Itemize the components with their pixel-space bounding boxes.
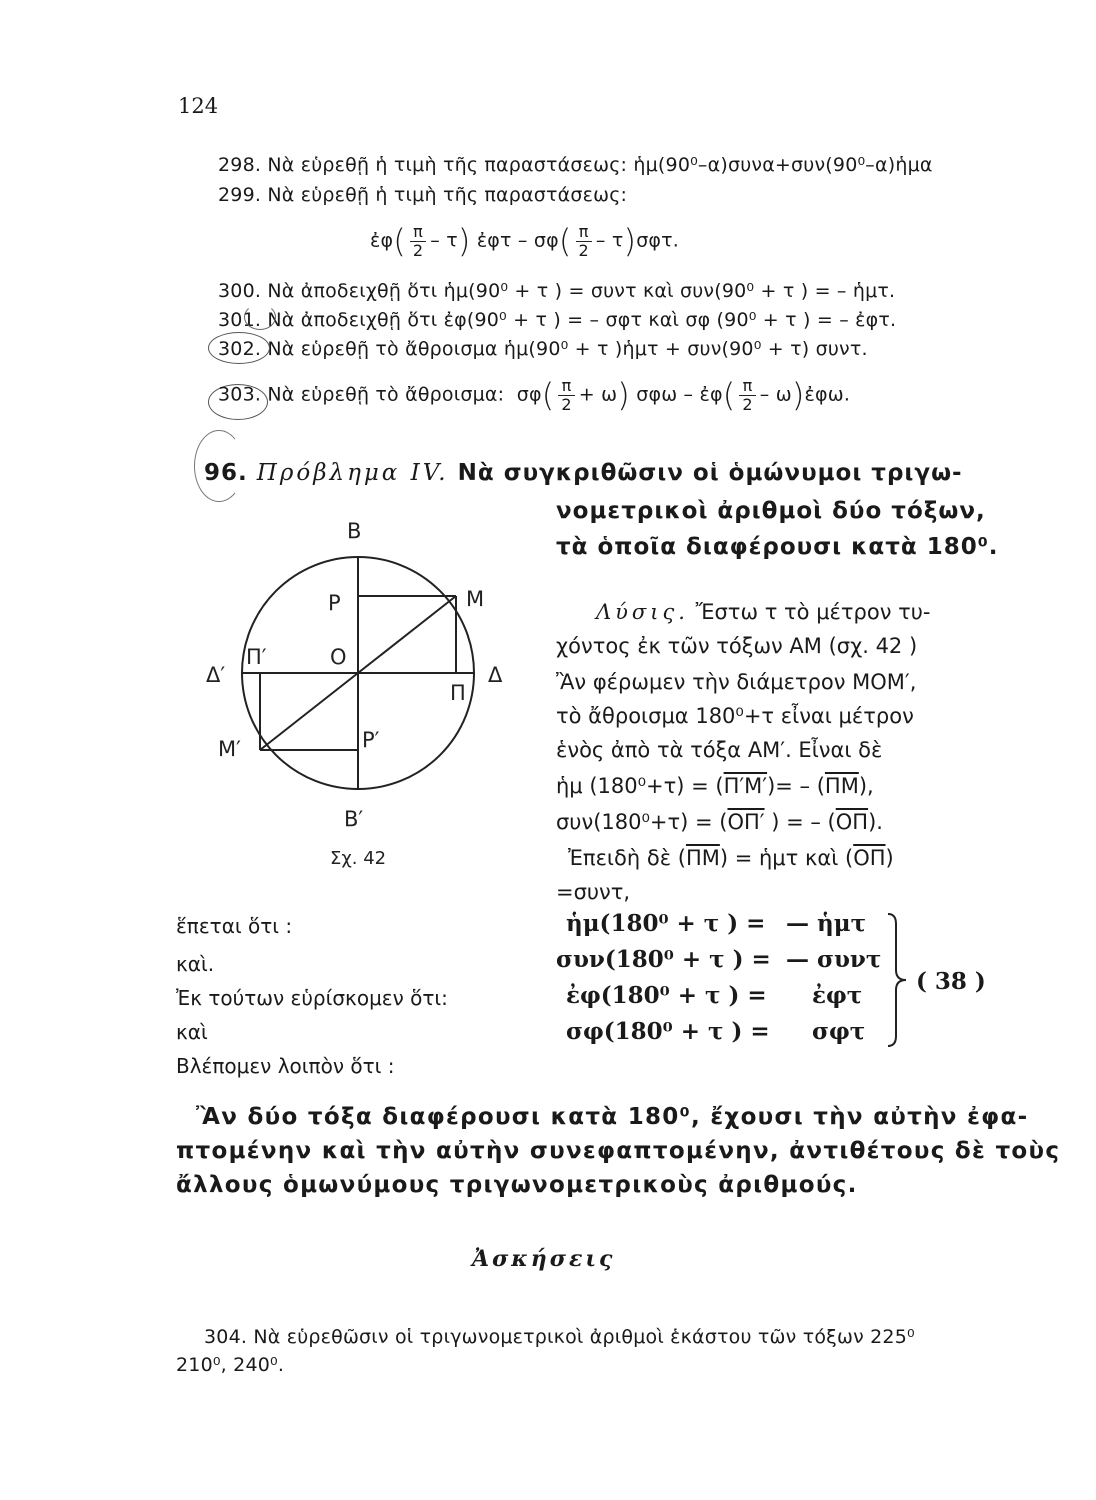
exercise-302: 302. Νὰ εὑρεθῇ τὸ ἄθροισμα ἡμ(90⁰ + τ )ἡμτ + συν(90⁰ + τ) συντ. — [218, 338, 868, 360]
formula-tan: ἐφ(180⁰ + τ ) = — [566, 982, 767, 1009]
formula-cot-rhs: σφτ — [812, 1018, 866, 1045]
conclusion-line-1: Ἂν δύο τόξα διαφέρουσι κατὰ 180⁰, ἔχουσι τὴν αὐτὴν ἐφα- — [196, 1104, 1029, 1130]
solution-line-7: συν(180⁰+τ) = (ΟΠ′ ) = – $(\overline{O\Pi})$. — [556, 810, 883, 834]
formula-sin: ἡμ(180⁰ + τ ) = — [566, 910, 766, 937]
solution-line-2: χόντος ἐκ τῶν τόξων ΑΜ (σχ. 42 ) — [556, 634, 918, 658]
pen-mark-301 — [244, 304, 276, 330]
formula-tan-rhs: ἐφτ — [812, 982, 863, 1009]
solution-line-5: ἑνὸς ἀπὸ τὰ τόξα ΑΜ′. Εἶναι δὲ — [556, 738, 883, 762]
label-O: Ο — [330, 645, 347, 669]
formula-sin-rhs: — ἡμτ — [786, 910, 867, 937]
label-D-prime: Δ′ — [206, 663, 226, 687]
solution-label: Λύσις. — [596, 600, 689, 624]
figure-42-unit-circle — [190, 510, 530, 890]
label-Pi-prime: Π′ — [246, 645, 267, 669]
label-D: Δ — [488, 663, 503, 687]
exercise-298: 298. Νὰ εὑρεθῇ ἡ τιμὴ τῆς παραστάσεως: ἡμ(90⁰–α)συνα+συν(90⁰–α)ἡμα — [218, 154, 933, 176]
label-P-prime: Ρ′ — [362, 728, 380, 752]
formula-cos: συν(180⁰ + τ ) = — [556, 946, 771, 973]
label-B: Β — [347, 519, 362, 543]
problem-line-2: νομετρικοὶ ἀριθμοὶ δύο τόξων, — [556, 498, 986, 524]
exercise-304-line-2: 210⁰, 240⁰. — [176, 1354, 285, 1376]
label-M-prime: Μ′ — [218, 737, 241, 761]
page-number: 124 — [178, 94, 219, 118]
derivation-label-2: καὶ. — [176, 952, 215, 976]
exercise-301: 301. Νὰ ἀποδειχθῇ ὅτι ἐφ(90⁰ + τ ) = – σφτ καὶ σφ (90⁰ + τ ) = – ἐφτ. — [218, 309, 897, 331]
exercise-299: 299. Νὰ εὑρεθῇ ἡ τιμὴ τῆς παραστάσεως: — [218, 184, 628, 206]
solution-line-6: ἡμ $(180^0+\tau) = (\Pi'M')= - (\overline{\Pi M})$, — [556, 774, 874, 798]
problem-title: Πρόβλημα IV. — [256, 460, 449, 486]
derivation-label-5: Βλέπομεν λοιπὸν ὅτι : — [176, 1054, 395, 1078]
derivation-label-1: ἕπεται ὅτι : — [176, 914, 293, 938]
figure-caption: Σχ. 42 — [330, 848, 387, 869]
formula-cot: σφ(180⁰ + τ ) = — [566, 1018, 770, 1045]
exercise-303: 303. Νὰ εὑρεθῇ τὸ ἄθροισμα: σφ( $\frac{\pi}{2}$ + ω) σφω – ἐφ( $\frac{\pi}{2}$ – ω)ἐφω. — [218, 375, 851, 414]
label-M: Μ — [466, 587, 485, 611]
solution-line-4: τὸ ἄθροισμα 180⁰+τ εἶναι μέτρον — [556, 704, 914, 728]
conclusion-line-2: πτομένην καὶ τὴν αὐτὴν συνεφαπτομένην, ἀντιθέτους δὲ τοὺς — [176, 1138, 1061, 1164]
solution-line-1: Λύσις. Ἔστω τ τὸ μέτρον τυ- — [596, 600, 931, 624]
label-B-prime: Β′ — [344, 807, 364, 831]
exercises-heading: Ἀσκήσεις — [472, 1246, 616, 1272]
equation-number: ( 38 ) — [916, 968, 986, 995]
problem-heading — [204, 460, 963, 486]
solution-line-9: =συντ, — [556, 880, 631, 904]
label-Pi: Π — [450, 681, 466, 705]
problem-number: 96. — [204, 460, 248, 486]
exercise-304-line-1: 304. Νὰ εὑρεθῶσιν οἱ τριγωνομετρικοὶ ἀριθμοὶ ἑκάστου τῶν τόξων 225⁰ — [204, 1326, 915, 1348]
problem-line-3: τὰ ὁποῖα διαφέρουσι κατὰ 180⁰. — [556, 534, 999, 560]
formula-cos-rhs: — συντ — [786, 946, 882, 973]
right-brace — [882, 912, 912, 1048]
problem-line-1: Νὰ συγκριθῶσιν οἱ ὁμώνυμοι τριγω- — [457, 460, 963, 486]
pen-mark-302 — [208, 332, 270, 364]
solution-line-8: Ἐπειδὴ δὲ $(\overline{\Pi M})$ = ἡμτ καὶ $(\overline{O\Pi})$ — [568, 846, 894, 870]
label-P: Ρ — [328, 591, 341, 615]
derivation-label-4: καὶ — [176, 1020, 208, 1044]
conclusion-line-3: ἄλλους ὁμωνύμους τριγωνομετρικοὺς ἀριθμούς. — [176, 1172, 858, 1198]
exercise-300: 300. Νὰ ἀποδειχθῇ ὅτι ἡμ(90⁰ + τ ) = συντ καὶ συν(90⁰ + τ ) = – ἡμτ. — [218, 280, 896, 302]
solution-line-3: Ἂν φέρωμεν τὴν διάμετρον ΜΟΜ′, — [556, 670, 917, 694]
exercise-299-expression: ἐφ( $\frac{\pi}{2}$ – τ) ἐφτ – σφ( $\frac{\pi}{2}$ – τ)σφτ. — [370, 221, 680, 260]
derivation-label-3: Ἐκ τούτων εὑρίσκομεν ὅτι: — [176, 986, 448, 1010]
